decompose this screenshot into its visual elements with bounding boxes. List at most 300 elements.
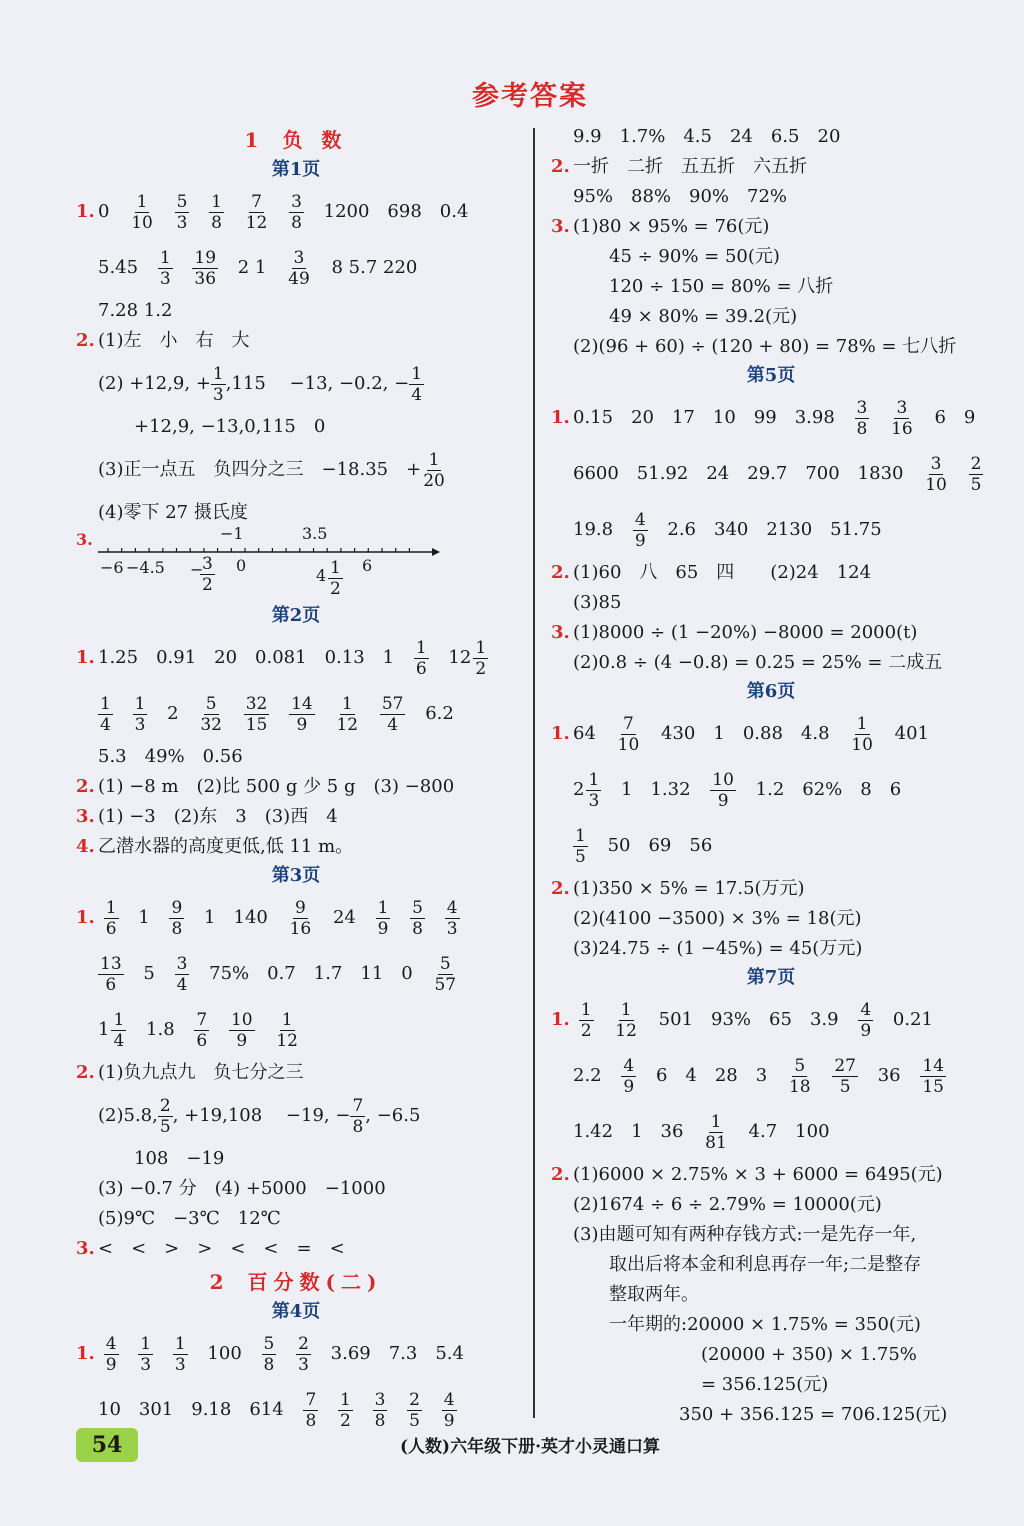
answer-text: (1) −8 m (2)比 500 g 少 5 g (3) −800	[98, 776, 455, 797]
answer-value: 2.2	[573, 1065, 602, 1086]
question-number: 2.	[551, 156, 570, 177]
answer-value: 430 1 0.88 4.8	[661, 723, 830, 744]
mixed-number	[573, 762, 601, 818]
answer-row: (3)24.75 ÷ (1 −45%) = 45(万元)	[573, 938, 863, 959]
numerator: 1	[174, 1333, 186, 1354]
denominator: 9	[236, 1030, 248, 1051]
numerator: 5	[263, 1333, 275, 1354]
fraction	[169, 898, 184, 939]
page-heading: 第2页	[271, 605, 321, 626]
section-number: 1	[244, 128, 265, 152]
numerator: 2	[298, 1333, 309, 1354]
answer-text: , +19,108 −19, −	[172, 1105, 351, 1126]
answer-text: (1)350 × 5% = 17.5(万元)	[573, 878, 805, 899]
fraction	[194, 1010, 209, 1051]
numerator: 14	[922, 1055, 944, 1076]
number-line-label: 6	[362, 556, 373, 575]
answer-text: (2) +12,9, +	[98, 373, 211, 394]
answer-row	[76, 890, 516, 946]
numerator: 1	[211, 191, 222, 212]
numerator: 1	[710, 1111, 722, 1132]
denominator: 57	[434, 974, 457, 995]
fraction	[244, 694, 270, 735]
numerator: 19	[194, 247, 217, 268]
denominator: 32	[200, 714, 222, 735]
numerator: 1	[415, 637, 427, 658]
numerator: 3	[856, 397, 868, 418]
denominator: 36	[194, 268, 217, 289]
numerator: 4	[443, 1389, 455, 1410]
answer-value: 24	[332, 907, 356, 928]
denominator: 9	[860, 1020, 872, 1041]
denominator: 2	[580, 1020, 592, 1041]
section-heading	[76, 1266, 516, 1298]
numerator: 3	[930, 453, 942, 474]
denominator: 9	[717, 790, 729, 811]
answer-row	[551, 446, 991, 502]
question-number: 3.	[551, 216, 570, 237]
answer-row: (2)(96 + 60) ÷ (120 + 80) = 78% = 七八折	[573, 336, 957, 357]
denominator: 3	[174, 1354, 186, 1375]
numerator: 1	[330, 558, 341, 578]
fraction	[244, 192, 270, 233]
answer-value: 2	[167, 703, 179, 724]
answer-text: (1) −3 (2)东 3 (3)西 4	[98, 806, 338, 827]
numerator: 7	[196, 1009, 208, 1030]
denominator: 10	[617, 734, 640, 755]
answer-value: 100	[207, 1343, 242, 1364]
denominator: 12	[336, 714, 359, 735]
answer-row	[551, 762, 991, 818]
denominator: 16	[891, 418, 913, 439]
numerator: 5	[176, 191, 188, 212]
numerator: 5	[412, 897, 423, 918]
numerator: 3	[176, 953, 188, 974]
fraction	[192, 248, 218, 289]
answer-row	[551, 390, 991, 446]
answer-row	[76, 1002, 516, 1058]
fraction	[832, 1056, 858, 1097]
fraction	[338, 1390, 353, 1431]
number-line-label: −6	[100, 558, 124, 577]
numerator: 1	[428, 449, 440, 470]
fraction	[633, 510, 648, 551]
answer-row	[551, 992, 991, 1048]
page-heading: 第4页	[271, 1301, 321, 1322]
answer-row: (2)0.8 ÷ (4 −0.8) = 0.25 = 25% = 二成五	[573, 652, 943, 673]
denominator: 12	[245, 212, 268, 233]
denominator: 2	[330, 579, 341, 599]
denominator: 8	[305, 1410, 317, 1431]
denominator: 10	[131, 212, 153, 233]
numerator: 7	[623, 713, 634, 734]
fraction	[442, 1390, 457, 1431]
answer-value: 75% 0.7 1.7 11 0	[209, 963, 413, 984]
denominator: 4	[113, 1030, 125, 1051]
fraction	[303, 1390, 318, 1431]
denominator: 12	[276, 1030, 298, 1051]
number-line-label: −4.5	[126, 558, 165, 577]
page-heading: 第3页	[271, 865, 321, 886]
numerator: 5	[439, 953, 451, 974]
numerator: 4	[623, 1055, 635, 1076]
question-number: 2.	[76, 776, 95, 797]
whole-part: 1	[98, 1019, 110, 1040]
fraction	[274, 1010, 300, 1051]
denominator: 4	[387, 714, 399, 735]
denominator: 6	[415, 658, 427, 679]
question-number: 1.	[551, 407, 570, 428]
question-number: 1.	[76, 1343, 95, 1364]
answer-value: 2 1	[237, 257, 267, 278]
question-number: 4.	[76, 836, 95, 857]
fraction	[889, 398, 915, 439]
fraction	[579, 1000, 594, 1041]
numerator: 7	[305, 1389, 317, 1410]
numerator: 3	[896, 397, 908, 418]
numerator: 3	[293, 247, 305, 268]
denominator: 8	[374, 1410, 386, 1431]
answer-value: 50 69 56	[607, 835, 713, 856]
numerator: 1	[411, 363, 423, 384]
answer-value: 1200 698 0.4	[323, 201, 469, 222]
page-footer	[0, 1428, 1024, 1468]
answer-row	[551, 1104, 991, 1160]
fraction	[288, 898, 314, 939]
answer-row	[76, 442, 516, 498]
answer-row	[76, 1058, 516, 1088]
number-line	[76, 524, 516, 602]
answer-row: 350 + 356.125 = 706.125(元)	[679, 1404, 948, 1425]
answer-row: (5)9℃ −3℃ 12℃	[98, 1208, 281, 1229]
fraction	[104, 898, 119, 939]
denominator: 10	[851, 734, 873, 755]
numerator: 10	[712, 769, 734, 790]
number-line-label: 4	[316, 566, 327, 585]
whole-part: 12	[448, 647, 472, 668]
numerator: 1	[588, 769, 600, 790]
fraction	[138, 1334, 153, 1375]
fraction	[473, 638, 488, 679]
numerator: 4	[105, 1333, 117, 1354]
answer-row	[551, 618, 991, 648]
fraction	[920, 1056, 946, 1097]
answer-row: 7.28 1.2	[98, 300, 173, 321]
numerator: 13	[100, 953, 122, 974]
fraction	[409, 364, 424, 405]
answer-value: 6.2	[425, 703, 454, 724]
numerator: 9	[171, 897, 183, 918]
fraction	[334, 694, 360, 735]
answer-value: 2.6 340 2130 51.75	[667, 519, 882, 540]
fraction	[787, 1056, 813, 1097]
answer-row	[551, 152, 991, 182]
fraction	[858, 1000, 873, 1041]
answer-value: 1.42 1 36	[573, 1121, 684, 1142]
answer-text: , −6.5	[365, 1105, 421, 1126]
fraction	[855, 398, 870, 439]
denominator: 6	[196, 1030, 208, 1051]
fraction	[158, 1096, 173, 1137]
answer-text: (3)正一点五 负四分之三 −18.35 +	[98, 459, 422, 480]
fraction	[296, 1334, 311, 1375]
question-number: 1.	[76, 201, 95, 222]
answer-row	[551, 1048, 991, 1104]
question-number: 1.	[76, 907, 95, 928]
denominator: 8	[263, 1354, 275, 1375]
answer-row	[76, 686, 516, 742]
numerator: 1	[159, 247, 171, 268]
answer-row	[551, 558, 991, 588]
numerator: 1	[580, 999, 592, 1020]
answer-value: 1.25 0.91 20 0.081 0.13 1	[98, 647, 395, 668]
answer-row: 一年期的:20000 × 1.75% = 350(元)	[609, 1314, 921, 1335]
fraction	[616, 714, 642, 755]
fraction	[613, 1000, 639, 1041]
left-column	[76, 122, 516, 1438]
answer-row	[551, 874, 991, 904]
mixed-number	[98, 1002, 126, 1058]
answer-text: (1)8000 ÷ (1 −20%) −8000 = 2000(t)	[573, 622, 918, 643]
numerator: 1	[341, 693, 353, 714]
denominator: 8	[352, 1116, 364, 1137]
answer-row: 45 ÷ 90% = 50(元)	[609, 246, 780, 267]
fraction	[376, 898, 391, 939]
fraction	[432, 954, 458, 995]
fraction	[133, 694, 148, 735]
section-number: 2	[209, 1270, 230, 1294]
answer-value: 501 93% 65 3.9	[658, 1009, 839, 1030]
fraction	[173, 1334, 188, 1375]
answer-row: 取出后将本金和利息再存一年;二是整存	[609, 1254, 922, 1275]
fraction	[410, 898, 425, 939]
number-line-label: −	[190, 560, 204, 579]
fraction	[211, 364, 226, 405]
numerator: 9	[295, 897, 306, 918]
numerator: 4	[860, 999, 872, 1020]
answer-row	[76, 326, 516, 356]
numerator: 3	[202, 554, 213, 574]
answer-row	[551, 502, 991, 558]
denominator: 2	[475, 658, 487, 679]
answer-value: 5	[143, 963, 155, 984]
answer-row	[76, 240, 516, 296]
fraction	[262, 1334, 277, 1375]
answer-row	[76, 1234, 516, 1264]
fraction	[175, 954, 190, 995]
answer-value: 1 140	[204, 907, 268, 928]
numerator: 1	[136, 191, 148, 212]
fraction	[98, 954, 124, 995]
fraction	[849, 714, 875, 755]
answer-text: < < > > < < = <	[98, 1238, 345, 1259]
numerator: 1	[575, 825, 586, 846]
numerator: 27	[834, 1055, 856, 1076]
numerator: 1	[856, 713, 868, 734]
numerator: 32	[245, 693, 268, 714]
answer-row: 9.9 1.7% 4.5 24 6.5 20	[573, 126, 841, 147]
fraction	[710, 770, 736, 811]
numerator: 4	[446, 897, 458, 918]
question-number: 1.	[551, 723, 570, 744]
answer-text: (1)80 × 95% = 76(元)	[573, 216, 770, 237]
fraction	[98, 694, 113, 735]
answer-row	[551, 212, 991, 242]
fraction	[969, 454, 984, 495]
page-heading: 第6页	[746, 681, 796, 702]
numerator: 1	[340, 1389, 351, 1410]
right-column	[551, 122, 991, 1430]
numerator: 1	[140, 1333, 152, 1354]
denominator: 15	[922, 1076, 944, 1097]
denominator: 2	[202, 575, 213, 595]
fraction	[175, 192, 190, 233]
fraction	[703, 1112, 729, 1153]
question-number: 3.	[76, 806, 95, 827]
fraction	[421, 450, 447, 491]
fraction	[923, 454, 949, 495]
answer-value: 36	[877, 1065, 901, 1086]
denominator: 20	[423, 470, 445, 491]
column-divider	[533, 128, 535, 1418]
fraction	[328, 558, 343, 599]
fraction	[200, 554, 215, 595]
denominator: 16	[289, 918, 312, 939]
denominator: 5	[970, 474, 982, 495]
answer-text: 一折 二折 五五折 六五折	[573, 156, 807, 177]
numerator: 3	[374, 1389, 386, 1410]
fraction	[198, 694, 224, 735]
answer-value: 0	[98, 201, 110, 222]
page-title: 参考答案	[472, 81, 588, 112]
numerator: 3	[291, 191, 302, 212]
denominator: 9	[623, 1076, 635, 1097]
fraction	[414, 638, 429, 679]
whole-part: 2	[573, 779, 585, 800]
answer-row: (3)85	[573, 592, 622, 613]
section-name: 负 数	[282, 128, 348, 152]
denominator: 8	[412, 918, 423, 939]
answer-row: 95% 88% 90% 72%	[573, 186, 788, 207]
answer-value: 64	[573, 723, 596, 744]
answer-row	[76, 832, 516, 862]
mixed-number	[448, 630, 488, 686]
numerator: 2	[159, 1095, 171, 1116]
denominator: 6	[105, 918, 117, 939]
number-line-label: −1	[220, 524, 244, 543]
page-heading: 第5页	[746, 365, 796, 386]
fraction	[111, 1010, 126, 1051]
answer-value: 6600 51.92 24 29.7 700 1830	[573, 463, 904, 484]
numerator: 7	[352, 1095, 364, 1116]
denominator: 4	[176, 974, 188, 995]
answer-value: 6 9	[934, 407, 976, 428]
answer-row	[551, 1160, 991, 1190]
numerator: 14	[291, 693, 313, 714]
fraction	[586, 770, 601, 811]
answer-text: ,115 −13, −0.2, −	[225, 373, 410, 394]
denominator: 8	[856, 418, 868, 439]
numerator: 1	[281, 1009, 293, 1030]
answer-value: 3.69 7.3 5.4	[330, 1343, 464, 1364]
book-title: (人数)六年级下册·英才小灵通口算	[399, 1437, 660, 1457]
answer-text: (1)6000 × 2.75% × 3 + 6000 = 6495(元)	[573, 1164, 943, 1185]
section-name: 百分数(二)	[247, 1270, 383, 1294]
fraction	[350, 1096, 365, 1137]
number-line-label: 3.5	[302, 524, 328, 543]
answer-row	[76, 184, 516, 240]
answer-text: 乙潜水器的高度更低,低 11 m。	[98, 836, 354, 857]
denominator: 8	[211, 212, 222, 233]
numerator: 1	[105, 897, 117, 918]
answer-value: 5.45	[98, 257, 139, 278]
answer-row: 120 ÷ 150 = 80% = 八折	[609, 276, 834, 297]
fraction	[373, 1390, 388, 1431]
answer-row: 整取两年。	[609, 1284, 699, 1305]
answer-text: (1)负九点九 负七分之三	[98, 1062, 304, 1083]
denominator: 12	[615, 1020, 637, 1041]
fraction	[104, 1334, 119, 1375]
denominator: 10	[925, 474, 947, 495]
numerator: 1	[377, 897, 389, 918]
question-number: 2.	[76, 330, 95, 351]
answer-value: 1	[138, 907, 150, 928]
answer-value: 1 1.32	[621, 779, 691, 800]
denominator: 4	[411, 384, 423, 405]
numerator: 1	[100, 693, 111, 714]
fraction	[621, 1056, 636, 1097]
number-line-arrow	[432, 548, 440, 556]
number-line-label: 0	[236, 556, 247, 575]
numerator: 1	[620, 999, 632, 1020]
numerator: 2	[970, 453, 982, 474]
answer-row: (20000 + 350) × 1.75%	[701, 1344, 917, 1365]
denominator: 3	[140, 1354, 152, 1375]
answer-row: (4)零下 27 摄氏度	[98, 502, 248, 523]
denominator: 5	[575, 846, 586, 867]
answer-value: 8 5.7 220	[331, 257, 418, 278]
answer-row	[551, 818, 991, 874]
answer-value: 1.2 62% 8 6	[755, 779, 902, 800]
fraction	[209, 192, 224, 233]
answer-row: 49 × 80% = 39.2(元)	[609, 306, 798, 327]
answer-row: (3)由题可知有两种存钱方式:一是先存一年,	[573, 1224, 917, 1245]
denominator: 3	[298, 1354, 309, 1375]
numerator: 10	[230, 1009, 253, 1030]
answer-row	[76, 1326, 516, 1382]
denominator: 81	[705, 1132, 727, 1153]
answer-row: 5.3 49% 0.56	[98, 746, 243, 767]
denominator: 5	[409, 1410, 420, 1431]
fraction	[407, 1390, 422, 1431]
question-number: 2.	[551, 1164, 570, 1185]
fraction	[129, 192, 155, 233]
numerator: 7	[251, 191, 262, 212]
answer-row: +12,9, −13,0,115 0	[134, 416, 326, 437]
denominator: 3	[212, 384, 224, 405]
fraction	[229, 1010, 255, 1051]
question-number: 2.	[551, 878, 570, 899]
denominator: 5	[159, 1116, 171, 1137]
denominator: 15	[245, 714, 268, 735]
denominator: 9	[634, 530, 646, 551]
question-number: 2.	[551, 562, 570, 583]
section-heading	[76, 124, 516, 156]
fraction	[573, 826, 588, 867]
denominator: 4	[100, 714, 111, 735]
answer-value: 0.15 20 17 10 99 3.98	[573, 407, 835, 428]
denominator: 9	[296, 714, 308, 735]
